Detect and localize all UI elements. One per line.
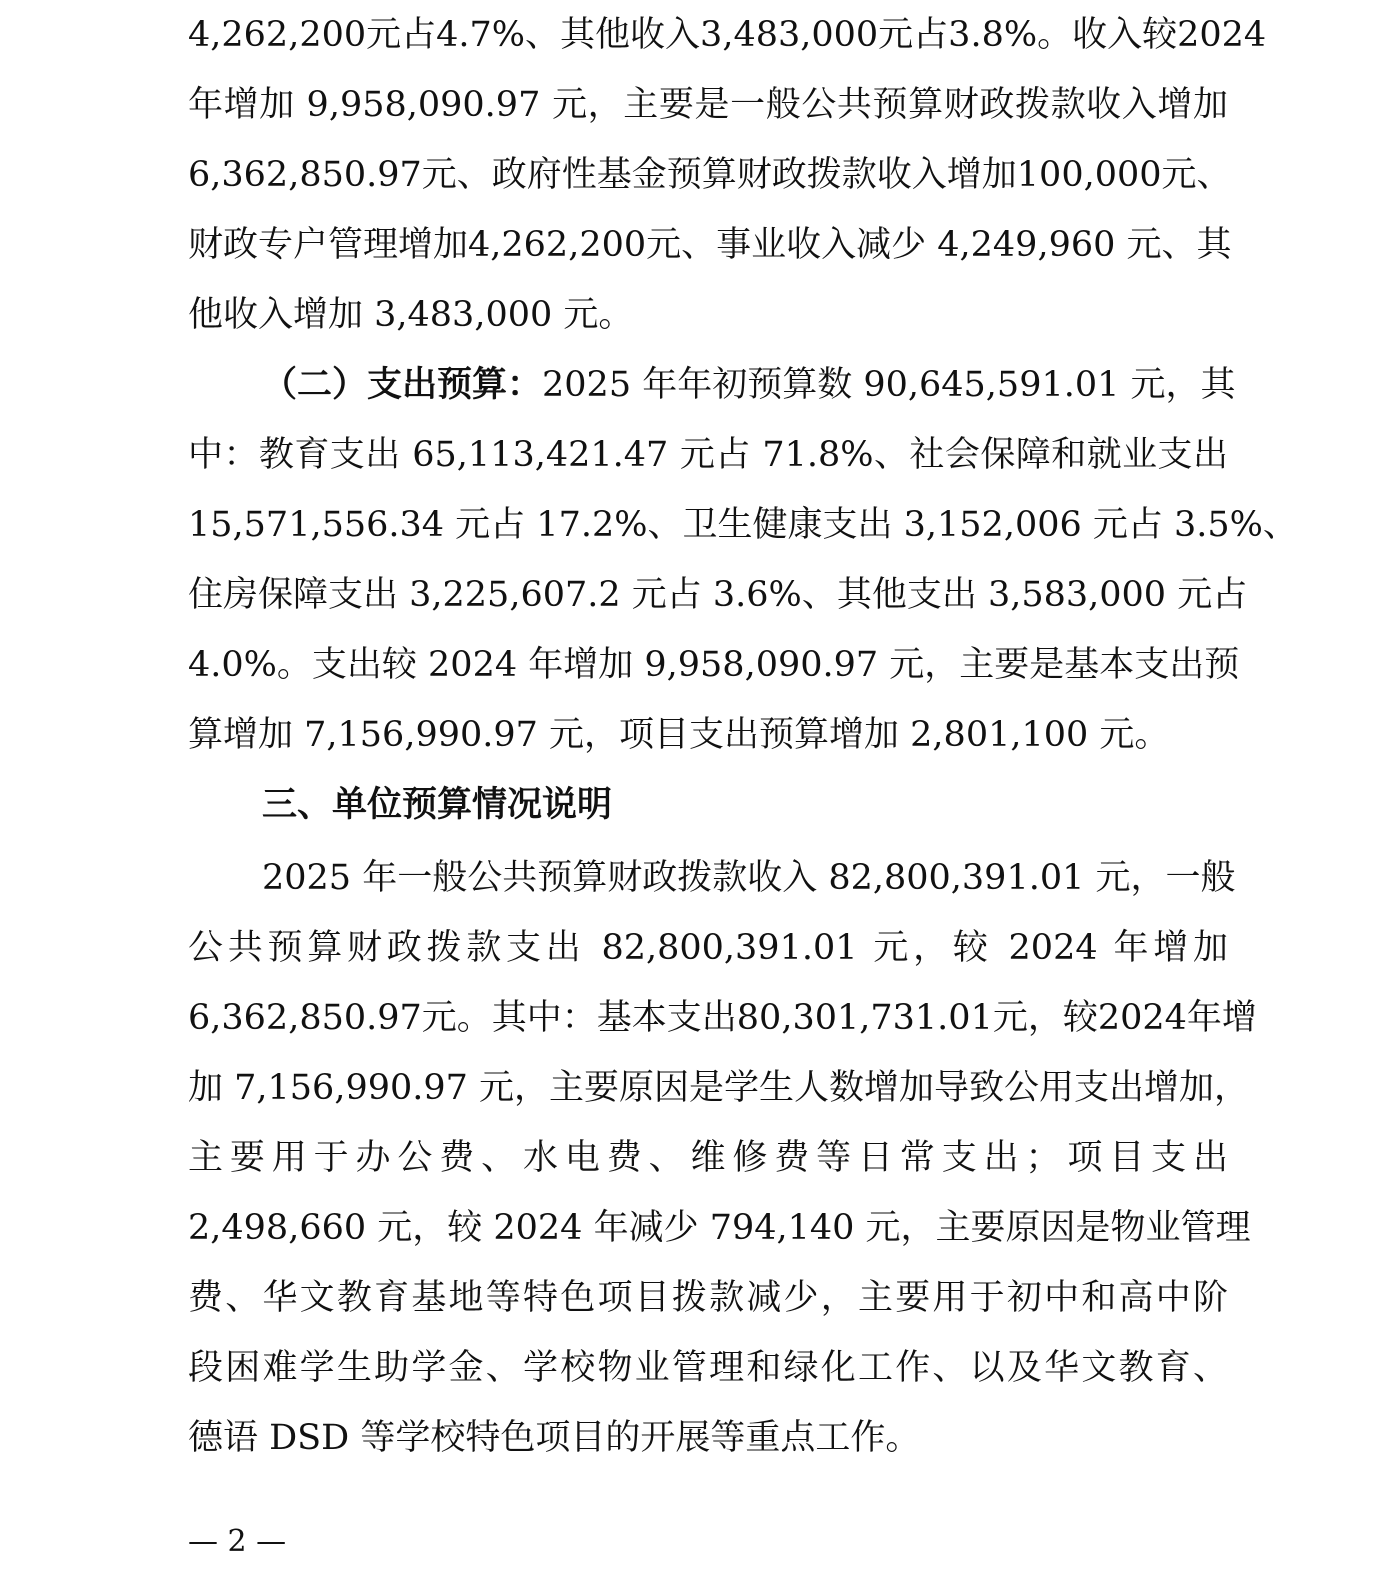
text-line: 他收入增加 3,483,000 元。 (188, 295, 634, 335)
section-heading: 三、单位预算情况说明 (262, 784, 613, 825)
text-span: 2025 年年初预算数 90,645,591.01 元，其 (542, 365, 1236, 405)
text-line: 6,362,850.97元。其中：基本支出80,301,731.01元，较2024年增 (188, 998, 1257, 1038)
text-line: 2025 年一般公共预算财政拨款收入 82,800,391.01 元，一般 (262, 858, 1236, 898)
text-line: 费、华文教育基地等特色项目拨款减少，主要用于初中和高中阶 (188, 1278, 1228, 1318)
text-line: 年增加 9,958,090.97 元，主要是一般公共预算财政拨款收入增加 (188, 85, 1228, 125)
text-line: 段困难学生助学金、学校物业管理和绿化工作、以及华文教育、 (188, 1348, 1228, 1388)
text-line: 4.0%。支出较 2024 年增加 9,958,090.97 元，主要是基本支出预 (188, 645, 1240, 685)
text-line: 德语 DSD 等学校特色项目的开展等重点工作。 (188, 1418, 921, 1458)
text-line: 6,362,850.97元、政府性基金预算财政拨款收入增加100,000元、 (188, 155, 1232, 195)
text-line: 公共预算财政拨款支出 82,800,391.01 元，较 2024 年增加 (188, 928, 1228, 968)
text-line: 加 7,156,990.97 元，主要原因是学生人数增加导致公用支出增加， (188, 1068, 1250, 1108)
text-line: 住房保障支出 3,225,607.2 元占 3.6%、其他支出 3,583,000 元占 (188, 575, 1248, 615)
text-line: 中：教育支出 65,113,421.47 元占 71.8%、社会保障和就业支出 (188, 435, 1228, 475)
text-line: 算增加 7,156,990.97 元，项目支出预算增加 2,801,100 元。 (188, 715, 1170, 755)
page-number: — 2 — (188, 1524, 287, 1559)
text-line: 4,262,200元占4.7%、其他收入3,483,000元占3.8%。收入较2024 (188, 15, 1267, 55)
text-line: 15,571,556.34 元占 17.2%、卫生健康支出 3,152,006 元占 3.5%、 (188, 505, 1298, 545)
section-2-label: （二）支出预算： (262, 364, 543, 405)
text-line: 财政专户管理增加4,262,200元、事业收入减少 4,249,960 元、其 (188, 225, 1232, 265)
section-2-first-line (262, 350, 1236, 420)
text-line: 主要用于办公费、水电费、维修费等日常支出；项目支出 (188, 1138, 1228, 1178)
text-line: 2,498,660 元，较 2024 年减少 794,140 元，主要原因是物业管理 (188, 1208, 1251, 1248)
